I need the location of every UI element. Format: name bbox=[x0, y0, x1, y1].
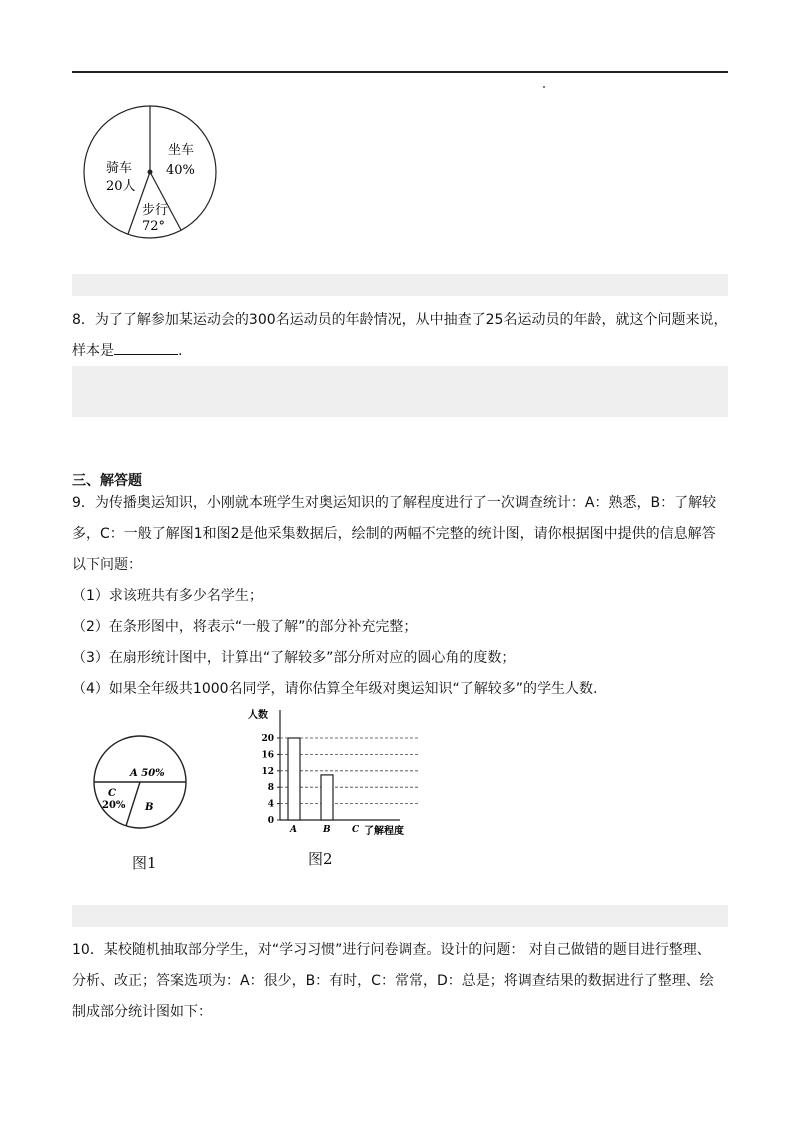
question9-intro-line2: 多，C：一般了解图1和图2是他采集数据后，绘制的两幅不完整的统计图，请你根据图中提供的信息解答 bbox=[72, 526, 716, 542]
figure1-label-c-percent: 20% bbox=[102, 800, 126, 811]
section-title: 三、解答题 bbox=[72, 473, 142, 489]
figure1-pie-chart bbox=[90, 732, 190, 832]
figure2-xlabel: 了解程度 bbox=[364, 826, 404, 837]
figure2-bar-b bbox=[321, 775, 333, 820]
figure2-ytick-label: 0 bbox=[267, 816, 274, 826]
question10-line2: 分析、改正；答案选项为：A：很少，B：有时，C：常常，D：总是；将调查结果的数据进行了整理、绘 bbox=[72, 973, 714, 989]
question8-blank[interactable] bbox=[114, 340, 178, 355]
question9-intro-line3: 以下问题： bbox=[72, 557, 142, 573]
figure2-caption: 图2 bbox=[308, 850, 333, 868]
travel-pie-center bbox=[148, 170, 153, 175]
figure2-ytick-label: 20 bbox=[261, 734, 274, 744]
figure2-bar-chart bbox=[240, 704, 420, 844]
figure1-divider-cb bbox=[126, 782, 140, 826]
figure1-label-a: A 50% bbox=[130, 768, 165, 779]
answer-box-7[interactable] bbox=[72, 274, 728, 296]
top-rule bbox=[72, 71, 728, 73]
question8-suffix: . bbox=[178, 343, 183, 359]
question9-sub1: （1）求该班共有多少名学生； bbox=[72, 588, 263, 604]
question9-sub2: （2）在条形图中，将表示“一般了解”的部分补充完整； bbox=[72, 619, 418, 635]
question10-line3: 制成部分统计图如下： bbox=[72, 1004, 212, 1020]
figure1-caption: 图1 bbox=[132, 854, 157, 872]
figure2-xtick-label-c: C bbox=[352, 825, 360, 835]
figure2-ytick-label: 12 bbox=[261, 766, 274, 777]
figure2-ytick-label: 8 bbox=[267, 783, 274, 794]
answer-box-9[interactable] bbox=[72, 905, 728, 927]
figure2-ylabel: 人数 bbox=[248, 710, 268, 721]
travel-label-car: 坐车 bbox=[168, 143, 195, 158]
figure1-label-b: B bbox=[145, 802, 154, 813]
travel-label-bike: 骑车 bbox=[106, 161, 133, 176]
travel-value-bike: 20人 bbox=[106, 179, 136, 194]
question10-line1: 10．某校随机抽取部分学生，对“学习习惯”进行问卷调查。设计的问题： 对自己做错的题目进行整理、 bbox=[72, 942, 711, 958]
question9-intro-line1: 9．为传播奥运知识，小刚就本班学生对奥运知识的了解程度进行了一次调查统计：A：熟悉，B：了解较 bbox=[72, 495, 717, 511]
question8-line1: 8．为了了解参加某运动会的300名运动员的年龄情况，从中抽查了25名运动员的年龄，就这个问题来说， bbox=[72, 312, 728, 328]
figure2-ytick-label: 4 bbox=[267, 799, 274, 810]
dot-mark bbox=[543, 86, 545, 88]
figure2-xtick-label-b: B bbox=[323, 825, 331, 835]
travel-label-walk: 步行 bbox=[142, 203, 169, 218]
travel-pie-chart bbox=[78, 96, 224, 244]
travel-value-walk: 72° bbox=[142, 219, 166, 234]
question8-line2 bbox=[72, 340, 732, 361]
figure2-ytick-label: 16 bbox=[261, 750, 274, 761]
question9-sub3: （3）在扇形统计图中，计算出“了解较多”部分所对应的圆心角的度数； bbox=[72, 650, 516, 666]
figure2-bar-a bbox=[288, 738, 300, 820]
question8-prefix: 样本是 bbox=[72, 343, 114, 359]
travel-value-car: 40% bbox=[166, 163, 195, 178]
figure1-label-c-letter: C bbox=[108, 788, 116, 799]
answer-box-8[interactable] bbox=[72, 366, 728, 417]
question9-sub4: （4）如果全年级共1000名同学，请你估算全年级对奥运知识“了解较多”的学生人数. bbox=[72, 681, 598, 697]
figure2-xtick-label-a: A bbox=[290, 825, 297, 835]
